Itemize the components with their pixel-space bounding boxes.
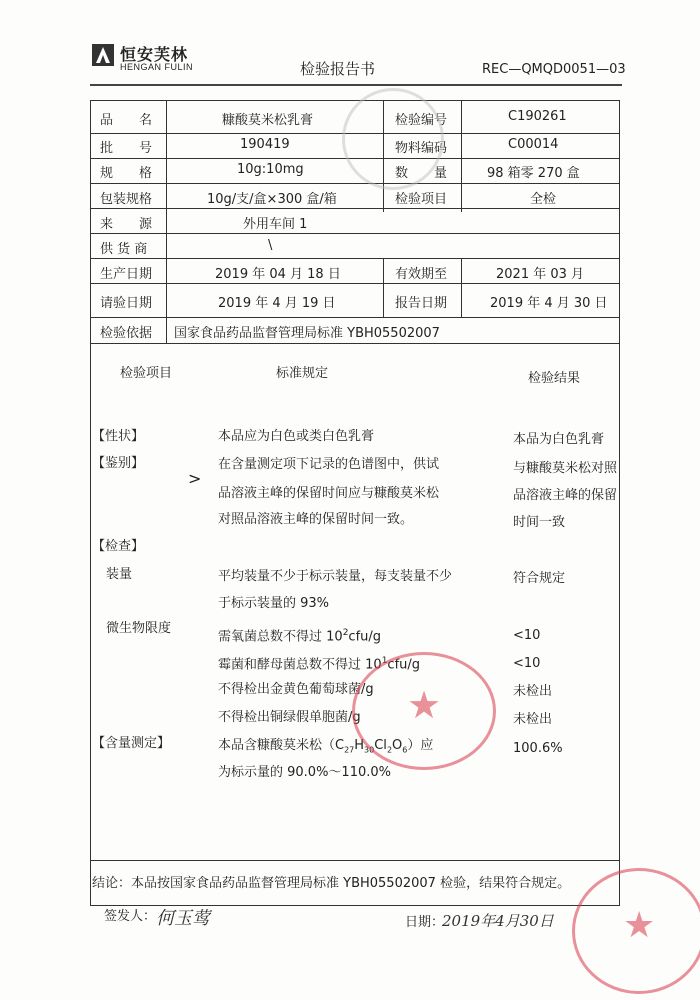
expiry-label: 有效期至 xyxy=(395,267,448,282)
table-divider xyxy=(90,283,620,284)
conclusion: 结论：本品按国家食品药品监督管理局标准 YBH05502007 检验，结果符合规定。 xyxy=(92,876,571,891)
company-name-en: HENGAN FULIN xyxy=(120,62,194,72)
basis-value: 国家食品药品监督管理局标准 YBH05502007 xyxy=(174,326,440,341)
report-date-label: 报告日期 xyxy=(395,296,448,311)
batch-label: 批 号 xyxy=(100,141,153,156)
faded-stamp-icon xyxy=(342,88,444,190)
quality-seal-icon: ★ xyxy=(572,868,700,994)
spec-label: 规 格 xyxy=(100,166,153,181)
table-divider xyxy=(461,100,462,212)
identification-arrow: > xyxy=(188,469,202,488)
table-divider xyxy=(90,233,620,234)
fill-result: 符合规定 xyxy=(513,571,566,586)
microbial-result-1: <10 xyxy=(513,628,541,643)
package-value: 10g/支/盒×300 盒/箱 xyxy=(207,192,337,207)
material-code-value: C00014 xyxy=(508,137,559,152)
product-value: 糠酸莫米松乳膏 xyxy=(222,113,314,128)
microbial-standard-4: 不得检出铜绿假单胞菌/g xyxy=(218,710,361,725)
production-date-label: 生产日期 xyxy=(100,267,153,282)
basis-label: 检验依据 xyxy=(100,326,153,341)
appearance-standard: 本品应为白色或类白色乳膏 xyxy=(218,429,375,444)
inspection-no-value: C190261 xyxy=(508,109,567,124)
results-result-header: 检验结果 xyxy=(528,371,581,386)
source-label: 来 源 xyxy=(100,217,153,232)
supplier-value: \ xyxy=(268,238,273,253)
inspection-item-label: 检验项目 xyxy=(395,192,448,207)
microbial-result-4: 未检出 xyxy=(513,712,553,727)
document-title: 检验报告书 xyxy=(300,60,376,78)
assay-standard-line-1: 本品含糠酸莫米松$(C_{27}H_{30}Cl_2O_6)$应 xyxy=(218,738,434,755)
identification-item: 【鉴别】 xyxy=(92,456,145,471)
document-code: REC—QMQD0051—03 xyxy=(482,62,626,77)
microbial-result-2: <10 xyxy=(513,656,541,671)
table-divider xyxy=(90,258,620,259)
table-divider xyxy=(90,183,620,184)
inspection-no-label: 检验编号 xyxy=(395,113,448,128)
company-name-cn: 恒安芙林 xyxy=(120,45,189,64)
table-divider xyxy=(461,258,462,318)
assay-item: 【含量测定】 xyxy=(92,736,171,751)
request-date-label: 请验日期 xyxy=(100,296,153,311)
spec-value: 10g:10mg xyxy=(237,162,304,177)
table-divider xyxy=(90,208,620,209)
quantity-label: 数 量 xyxy=(395,166,448,181)
microbial-item: 微生物限度 xyxy=(106,621,172,636)
fill-item: 装量 xyxy=(106,567,133,582)
microbial-result-3: 未检出 xyxy=(513,684,553,699)
identification-result-line-2: 品溶液主峰的保留 xyxy=(513,488,618,503)
report-date-value: 2019 年 4 月 30 日 xyxy=(490,296,608,311)
date-label: 日期： xyxy=(405,915,445,930)
inspection-seal-icon: ★ xyxy=(352,652,496,770)
signer-label: 签发人： xyxy=(104,909,157,924)
appearance-item: 【性状】 xyxy=(92,429,145,444)
material-code-label: 物料编码 xyxy=(395,141,448,156)
fill-standard-line-1: 平均装量不少于标示装量，每支装量不少 xyxy=(218,569,453,584)
assay-result: 100.6% xyxy=(513,741,563,756)
table-divider xyxy=(90,343,620,344)
supplier-label: 供 货 商 xyxy=(100,242,148,257)
identification-result-line-3: 时间一致 xyxy=(513,515,566,530)
microbial-standard-3: 不得检出金黄色葡萄球菌/g xyxy=(218,682,374,697)
table-divider xyxy=(166,100,167,343)
results-standard-header: 标准规定 xyxy=(276,366,329,381)
check-item: 【检查】 xyxy=(92,539,145,554)
source-value: 外用车间 1 xyxy=(243,217,308,232)
header-divider xyxy=(90,84,622,86)
appearance-result: 本品为白色乳膏 xyxy=(513,432,605,447)
identification-result-line-1: 与糠酸莫米松对照 xyxy=(513,461,618,476)
table-divider xyxy=(383,258,384,318)
microbial-standard-2: 霉菌和酵母菌总数不得过 $10^1cfu/g$ xyxy=(218,656,421,673)
company-logo-icon xyxy=(92,44,114,66)
quantity-value: 98 箱零 270 盒 xyxy=(487,166,580,181)
batch-value: 190419 xyxy=(240,137,290,152)
microbial-standard-1: 需氧菌总数不得过 $10^2cfu/g$ xyxy=(218,628,382,645)
assay-standard-line-2: 为标示量的 90.0%～110.0% xyxy=(218,765,391,780)
inspection-item-value: 全检 xyxy=(530,192,557,207)
request-date-value: 2019 年 4 月 19 日 xyxy=(218,296,336,311)
table-divider xyxy=(90,317,620,318)
expiry-value: 2021 年 03 月 xyxy=(496,267,585,282)
product-label: 品 名 xyxy=(100,113,153,128)
identification-standard-line-2: 品溶液主峰的保留时间应与糠酸莫米松 xyxy=(218,486,440,501)
production-date-value: 2019 年 04 月 18 日 xyxy=(215,267,341,282)
conclusion-divider xyxy=(90,860,620,861)
results-item-header: 检验项目 xyxy=(120,366,173,381)
package-label: 包装规格 xyxy=(100,192,153,207)
date-handwritten: 2019年4月30日 xyxy=(442,912,554,930)
fill-standard-line-2: 于标示装量的 93% xyxy=(218,596,330,611)
identification-standard-line-3: 对照品溶液主峰的保留时间一致。 xyxy=(218,512,414,527)
signer-signature: 何玉莺 xyxy=(156,908,210,929)
identification-standard-line-1: 在含量测定项下记录的色谱图中，供试 xyxy=(218,457,440,472)
